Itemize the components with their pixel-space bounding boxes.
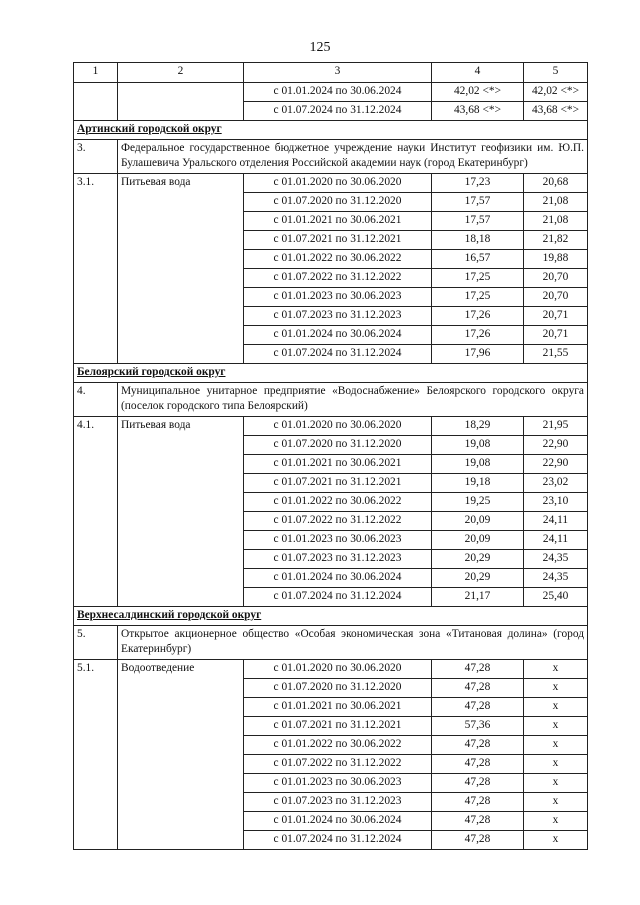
tariff-period: с 01.01.2024 по 30.06.2024 [244, 326, 432, 345]
tariff-value-col5: 22,90 [524, 436, 588, 455]
tariff-period: с 01.01.2020 по 30.06.2020 [244, 660, 432, 679]
tariff-value-col5: 42,02 <*> [524, 83, 588, 102]
tariff-value-col5: 21,82 [524, 231, 588, 250]
tariff-period: с 01.01.2024 по 30.06.2024 [244, 83, 432, 102]
service-number: 3.1. [74, 174, 118, 364]
tariff-period: с 01.01.2021 по 30.06.2021 [244, 698, 432, 717]
tariff-value-col5: x [524, 793, 588, 812]
tariff-value-col5: 24,11 [524, 512, 588, 531]
tariff-period: с 01.07.2022 по 31.12.2022 [244, 512, 432, 531]
tariff-value-col4: 17,57 [432, 193, 524, 212]
tariff-value-col4: 19,25 [432, 493, 524, 512]
tariff-period: с 01.07.2024 по 31.12.2024 [244, 831, 432, 850]
tariff-value-col4: 47,28 [432, 698, 524, 717]
tariff-row [74, 83, 588, 102]
tariff-value-col4: 47,28 [432, 774, 524, 793]
tariff-value-col5: 20,70 [524, 269, 588, 288]
column-header: 5 [524, 63, 588, 83]
tariff-value-col5: 20,71 [524, 326, 588, 345]
tariff-row [74, 660, 588, 679]
tariff-value-col4: 19,08 [432, 455, 524, 474]
organization-number: 3. [74, 140, 118, 174]
tariff-value-col4: 17,57 [432, 212, 524, 231]
district-row [74, 364, 588, 383]
tariff-period: с 01.07.2022 по 31.12.2022 [244, 755, 432, 774]
tariff-value-col5: 22,90 [524, 455, 588, 474]
tariff-value-col4: 17,25 [432, 288, 524, 307]
tariff-period: с 01.07.2023 по 31.12.2023 [244, 307, 432, 326]
tariff-value-col5: 43,68 <*> [524, 102, 588, 121]
tariff-value-col4: 42,02 <*> [432, 83, 524, 102]
tariff-period: с 01.01.2024 по 30.06.2024 [244, 569, 432, 588]
tariff-value-col4: 47,28 [432, 793, 524, 812]
organization-row [74, 140, 588, 174]
tariff-period: с 01.01.2023 по 30.06.2023 [244, 288, 432, 307]
column-header: 4 [432, 63, 524, 83]
tariff-period: с 01.01.2022 по 30.06.2022 [244, 736, 432, 755]
tariff-value-col4: 21,17 [432, 588, 524, 607]
tariff-period: с 01.01.2023 по 30.06.2023 [244, 774, 432, 793]
tariff-period: с 01.07.2024 по 31.12.2024 [244, 102, 432, 121]
tariff-value-col5: x [524, 698, 588, 717]
tariff-value-col5: 24,35 [524, 550, 588, 569]
tariff-value-col5: 24,11 [524, 531, 588, 550]
tariff-period: с 01.01.2021 по 30.06.2021 [244, 455, 432, 474]
tariff-value-col4: 17,96 [432, 345, 524, 364]
tariff-period: с 01.07.2021 по 31.12.2021 [244, 231, 432, 250]
district-name: Верхнесалдинский городской округ [74, 607, 588, 626]
tariff-value-col4: 57,36 [432, 717, 524, 736]
district-name: Белоярский городской округ [74, 364, 588, 383]
tariff-table [73, 62, 588, 850]
tariff-value-col4: 47,28 [432, 812, 524, 831]
tariff-value-col5: x [524, 660, 588, 679]
tariff-value-col5: x [524, 831, 588, 850]
tariff-value-col5: 25,40 [524, 588, 588, 607]
tariff-value-col5: x [524, 755, 588, 774]
service-name: Питьевая вода [118, 417, 244, 607]
tariff-table-body [74, 63, 588, 850]
tariff-value-col5: 23,10 [524, 493, 588, 512]
tariff-period: с 01.01.2023 по 30.06.2023 [244, 531, 432, 550]
service-number: 4.1. [74, 417, 118, 607]
tariff-value-col5: x [524, 736, 588, 755]
organization-name: Муниципальное унитарное предприятие «Водоснабжение» Белоярского городского округа (поселок городского типа Белоярский) [118, 383, 588, 417]
tariff-period: с 01.07.2024 по 31.12.2024 [244, 345, 432, 364]
tariff-value-col5: 21,95 [524, 417, 588, 436]
tariff-period: с 01.07.2023 по 31.12.2023 [244, 550, 432, 569]
tariff-value-col5: 21,55 [524, 345, 588, 364]
tariff-period: с 01.07.2022 по 31.12.2022 [244, 269, 432, 288]
service-name: Водоотведение [118, 660, 244, 850]
page-number: 125 [309, 40, 331, 55]
tariff-value-col4: 20,09 [432, 512, 524, 531]
tariff-period: с 01.07.2020 по 31.12.2020 [244, 679, 432, 698]
tariff-value-col4: 47,28 [432, 736, 524, 755]
tariff-value-col5: 20,71 [524, 307, 588, 326]
tariff-value-col4: 47,28 [432, 755, 524, 774]
service-number: 5.1. [74, 660, 118, 850]
tariff-period: с 01.07.2023 по 31.12.2023 [244, 793, 432, 812]
tariff-value-col4: 47,28 [432, 831, 524, 850]
tariff-period: с 01.01.2022 по 30.06.2022 [244, 493, 432, 512]
column-header-row [74, 63, 588, 83]
tariff-period: с 01.07.2021 по 31.12.2021 [244, 474, 432, 493]
tariff-row [74, 174, 588, 193]
district-name: Артинский городской округ [74, 121, 588, 140]
service-number [74, 83, 118, 121]
column-header: 3 [244, 63, 432, 83]
tariff-value-col4: 17,23 [432, 174, 524, 193]
service-name: Питьевая вода [118, 174, 244, 364]
tariff-period: с 01.07.2020 по 31.12.2020 [244, 193, 432, 212]
tariff-period: с 01.01.2024 по 30.06.2024 [244, 812, 432, 831]
tariff-period: с 01.01.2020 по 30.06.2020 [244, 174, 432, 193]
tariff-value-col5: x [524, 812, 588, 831]
tariff-period: с 01.07.2021 по 31.12.2021 [244, 717, 432, 736]
organization-row [74, 383, 588, 417]
tariff-period: с 01.07.2020 по 31.12.2020 [244, 436, 432, 455]
column-header: 2 [118, 63, 244, 83]
district-row [74, 121, 588, 140]
tariff-value-col5: 23,02 [524, 474, 588, 493]
tariff-value-col4: 17,25 [432, 269, 524, 288]
column-header: 1 [74, 63, 118, 83]
tariff-value-col4: 19,18 [432, 474, 524, 493]
tariff-value-col4: 20,29 [432, 569, 524, 588]
tariff-period: с 01.01.2022 по 30.06.2022 [244, 250, 432, 269]
tariff-value-col5: x [524, 717, 588, 736]
service-name [118, 83, 244, 121]
tariff-period: с 01.01.2021 по 30.06.2021 [244, 212, 432, 231]
tariff-value-col4: 47,28 [432, 660, 524, 679]
tariff-value-col4: 19,08 [432, 436, 524, 455]
tariff-period: с 01.07.2024 по 31.12.2024 [244, 588, 432, 607]
tariff-value-col4: 20,29 [432, 550, 524, 569]
tariff-value-col4: 43,68 <*> [432, 102, 524, 121]
organization-number: 5. [74, 626, 118, 660]
district-row [74, 607, 588, 626]
tariff-value-col4: 16,57 [432, 250, 524, 269]
tariff-value-col4: 20,09 [432, 531, 524, 550]
tariff-value-col4: 18,18 [432, 231, 524, 250]
tariff-value-col5: x [524, 774, 588, 793]
organization-name: Федеральное государственное бюджетное учреждение науки Институт геофизики им. Ю.П. Булашевича Уральского отделения Российской академии наук (город Екатеринбург) [118, 140, 588, 174]
organization-row [74, 626, 588, 660]
tariff-value-col5: 24,35 [524, 569, 588, 588]
tariff-row [74, 417, 588, 436]
tariff-value-col5: 20,68 [524, 174, 588, 193]
organization-number: 4. [74, 383, 118, 417]
tariff-value-col5: x [524, 679, 588, 698]
tariff-value-col4: 17,26 [432, 307, 524, 326]
tariff-period: с 01.01.2020 по 30.06.2020 [244, 417, 432, 436]
tariff-value-col5: 21,08 [524, 212, 588, 231]
tariff-value-col4: 47,28 [432, 679, 524, 698]
tariff-value-col5: 19,88 [524, 250, 588, 269]
tariff-value-col4: 18,29 [432, 417, 524, 436]
tariff-value-col4: 17,26 [432, 326, 524, 345]
tariff-value-col5: 20,70 [524, 288, 588, 307]
organization-name: Открытое акционерное общество «Особая экономическая зона «Титановая долина» (город Екатеринбург) [118, 626, 588, 660]
tariff-value-col5: 21,08 [524, 193, 588, 212]
